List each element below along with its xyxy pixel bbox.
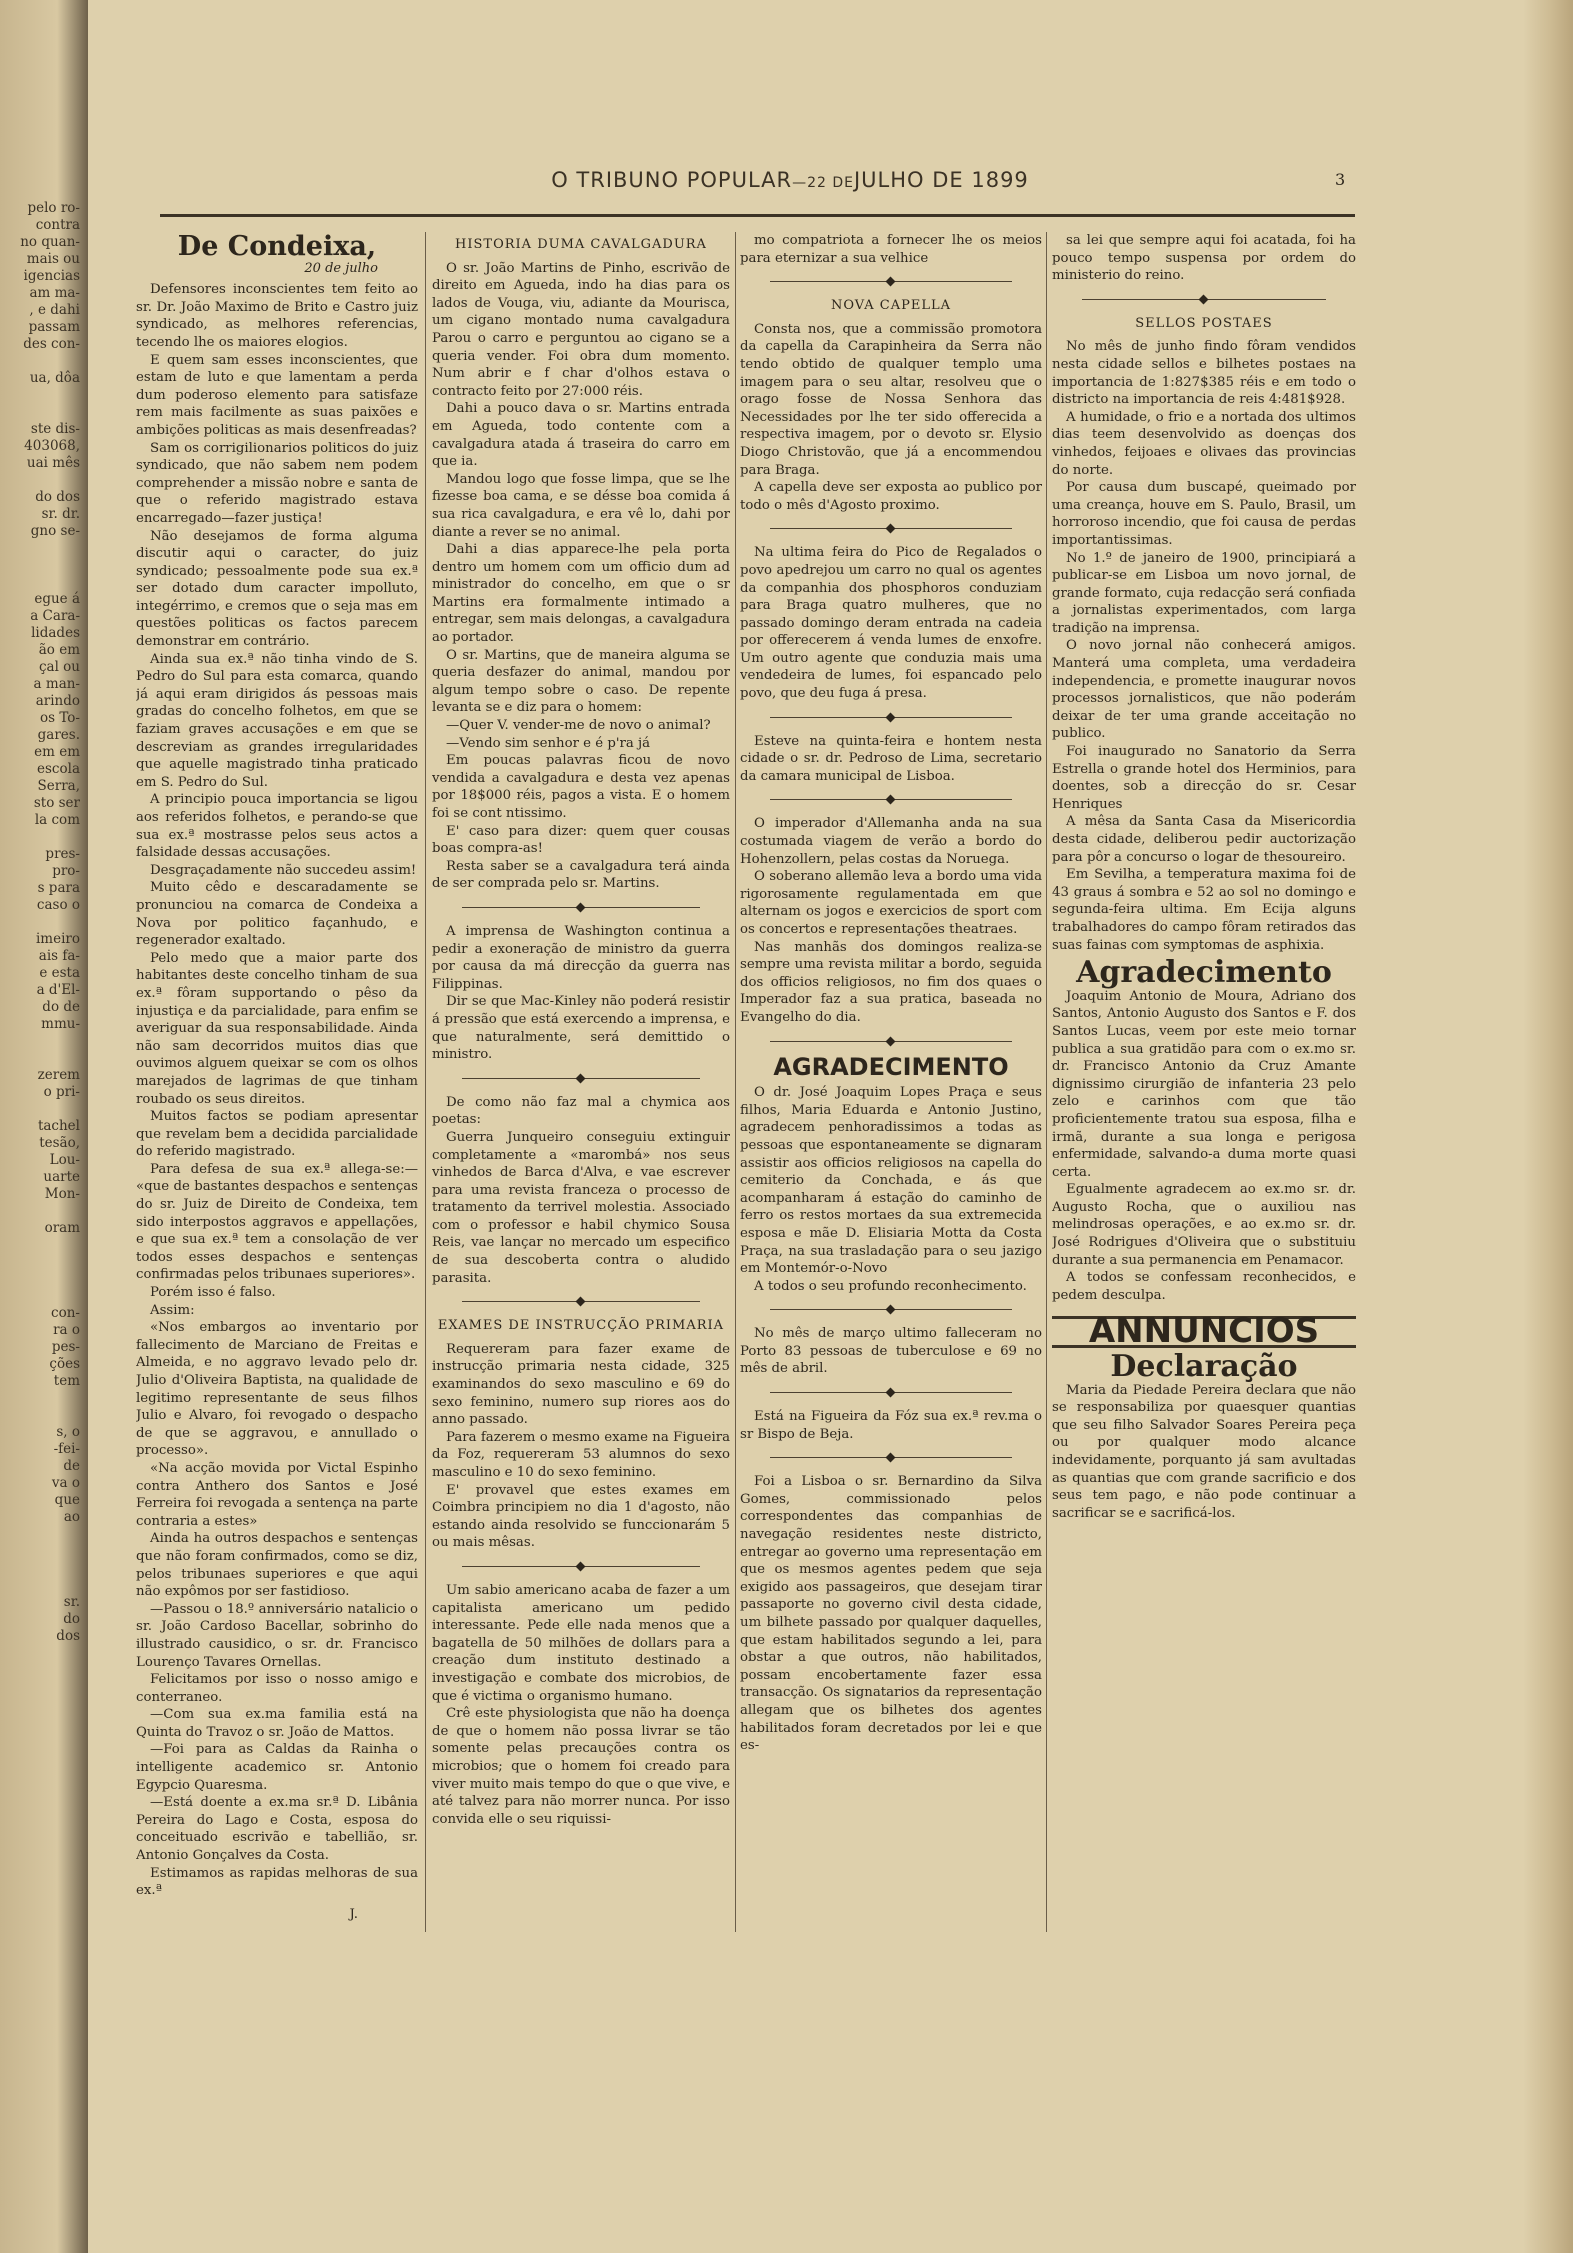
paragraph: Porém isso é falso. bbox=[150, 1285, 276, 1301]
strip-line bbox=[0, 404, 86, 421]
article-body bbox=[740, 1473, 1042, 1755]
paragraph: Para defesa de sua ex.ª allega-se:— «que de bastantes despachos e sentenças do sr. Juiz de Direito de Condeixa, tem sido interpostos aggravos e appellações, e que sua ex.ª tem a consolação de ver todos esses despachos e sentenças confirmadas pelos tribunaes superiores». bbox=[136, 1161, 418, 1283]
paragraph: Mandou logo que fosse limpa, que se lhe fizesse boa cama, e se désse boa comida á sua rica cavalgadura, e era vê lo, dahi por diante a rever se no animal. bbox=[432, 471, 730, 540]
strip-line: sto ser bbox=[33, 795, 80, 811]
strip-line: s para bbox=[37, 880, 80, 896]
strip-line: igencias bbox=[23, 268, 80, 284]
paragraph: mo compatriota a fornecer lhe os meios para eternizar a sua velhice bbox=[740, 233, 1042, 266]
paragraph: Esteve na quinta-feira e hontem nesta cidade o sr. dr. Pedroso de Lima, secretario da camara municipal de Lisboa. bbox=[740, 733, 1042, 784]
strip-line: ste dis- bbox=[30, 421, 80, 437]
article-signature: J. bbox=[349, 1906, 358, 1922]
strip-line: mais ou bbox=[26, 251, 80, 267]
paragraph: Felicitamos por isso o nosso amigo e conterraneo. bbox=[136, 1672, 418, 1705]
paragraph: No mês de junho findo fôram vendidos nesta cidade sellos e bilhetes postaes na importancia de 1:827$385 réis e em todo o districto na importancia de reis 4:481$928. bbox=[1052, 339, 1356, 408]
paragraph: Dahi a dias apparece-lhe pela porta dentro um homem com um officio dum ad ministrador do concelho, em que o sr Martins era formalmente intimado a entregar, sem mais delongas, a cavalgadura ao portador. bbox=[432, 542, 730, 646]
strip-line: imeiro bbox=[35, 931, 80, 947]
paragraph: Maria da Piedade Pereira declara que não se responsabiliza por quaesquer quantias que seu filho Salvador Soares Pereira peça ou por qualquer modo alcance indevidamente, porquanto já sam avultadas as quantias que com grande sacrificio e dos seus tem pago, e não pode continuar a sacrificar se e sacrificá-los. bbox=[1052, 1382, 1356, 1521]
strip-line: passam bbox=[28, 319, 80, 335]
strip-line: Serra, bbox=[37, 778, 80, 794]
strip-line: sr. bbox=[63, 1594, 80, 1610]
section-heading: ANNUNCIOS bbox=[1052, 1316, 1356, 1348]
page-edge bbox=[1523, 0, 1573, 2253]
strip-line: tachel bbox=[37, 1118, 80, 1134]
ornament-divider bbox=[770, 1035, 1012, 1049]
ornament-divider bbox=[770, 1451, 1012, 1465]
paragraph: Requereram para fazer exame de instrucção primaria nesta cidade, 325 examinandos do sexo masculino e 69 do sexo feminino, numero sup riores aos do anno passado. bbox=[432, 1341, 730, 1428]
section-heading: Declaração bbox=[1110, 1349, 1298, 1385]
paragraph: —Está doente a ex.ma sr.ª D. Libânia Pereira do Lago e Costa, esposa do conceituado escrivão e tabellião, sr. Antonio Gonçalves da Costa. bbox=[136, 1795, 418, 1864]
strip-line: Lou- bbox=[49, 1152, 80, 1168]
strip-line bbox=[0, 1407, 86, 1424]
strip-line bbox=[0, 1050, 86, 1067]
strip-line bbox=[0, 1560, 86, 1577]
article-heading: De Condeixa, bbox=[177, 232, 377, 262]
strip-line bbox=[0, 1101, 86, 1118]
masthead-date-prefix: —22 DE bbox=[792, 175, 854, 191]
paragraph: E' caso para dizer: quem quer cousas boas compra-as! bbox=[432, 823, 730, 857]
masthead-date: JULHO DE 1899 bbox=[853, 168, 1029, 192]
strip-line: dos bbox=[56, 1628, 80, 1644]
paragraph: E quem sam esses inconscientes, que estam de luto e que lamentam a perda dum poderoso elemento para satisfaze rem mais facilmente as suas paixões e ambições politicas as mais desenfreadas? bbox=[136, 352, 418, 438]
article-body bbox=[740, 544, 1042, 702]
strip-line: gno se- bbox=[30, 523, 80, 539]
paragraph: Na ultima feira do Pico de Regalados o povo apedrejou um carro no qual os agentes da companhia dos phosphoros conduziam para Braga quatro mulheres, que no passado domingo deram entrada na cadeia por offerecerem á venda lumes de enxofre. Um outro agente que conduzia mais uma vendedeira de lumes, foi espancado pelo povo, que deu fuga á presa. bbox=[740, 545, 1042, 702]
strip-line: os To- bbox=[40, 710, 80, 726]
article-body bbox=[1052, 1382, 1356, 1523]
paragraph: Resta saber se a cavalgadura terá ainda de ser comprada pelo sr. Martins. bbox=[432, 858, 730, 892]
article-body bbox=[1052, 232, 1356, 285]
paragraph: Dahi a pouco dava o sr. Martins entrada em Agueda, todo contente com a cavalgadura atada á traseira do carro em que ia. bbox=[432, 401, 730, 470]
paragraph: Por causa dum buscapé, queimado por uma creança, houve em S. Paulo, Brasil, um horroroso incendio, que foi causa de perdas importantissimas. bbox=[1052, 480, 1356, 548]
paragraph: A imprensa de Washington continua a pedir a exoneração de ministro da guerra por causa da má direcção da guerra nas Filippinas. bbox=[432, 923, 730, 992]
paragraph: O soberano allemão leva a bordo uma vida rigorosamente regulamentada em que alternam os jogos e exercicios de sport com os concertos e representações theatraes. bbox=[740, 869, 1042, 937]
column-4 bbox=[1052, 232, 1356, 1962]
paragraph: A mêsa da Santa Casa da Misericordia desta cidade, deliberou pedir auctorização para pôr a concurso o logar de thesoureiro. bbox=[1052, 814, 1356, 865]
paragraph: Assim: bbox=[150, 1302, 195, 1318]
paragraph: —Vendo sim senhor e é p'ra já bbox=[446, 735, 651, 751]
article-body bbox=[740, 232, 1042, 267]
paragraph: O sr. Martins, que de maneira alguma se queria desfazer do animal, mandou por algum tempo sobre o caso. De repente levanta se e diz para o homem: bbox=[432, 647, 730, 716]
article-body bbox=[740, 321, 1042, 515]
strip-line bbox=[0, 540, 86, 557]
paragraph: O sr. João Martins de Pinho, escrivão de direito em Agueda, indo ha dias para os lados de Vouga, viu, adiante da Mourisca, um cigano montado numa cavalgadura Parou o carro e perguntou ao cigano se a queria vender. Foi obra dum momento. Num abrir e f char d'olhos estava o contracto feito por 27:000 réis. bbox=[432, 260, 730, 399]
article-body bbox=[740, 1084, 1042, 1295]
paragraph: A capella deve ser exposta ao publico por todo o mês d'Agosto proximo. bbox=[740, 480, 1042, 513]
paragraph: A todos se confessam reconhecidos, e pedem desculpa. bbox=[1052, 1270, 1356, 1303]
ornament-divider bbox=[770, 275, 1012, 289]
strip-line: pres- bbox=[45, 846, 80, 862]
paragraph: Desgraçadamente não succedeu assim! bbox=[150, 862, 417, 878]
strip-line: s, o bbox=[56, 1424, 80, 1440]
paragraph: No mês de março ultimo falleceram no Porto 83 pessoas de tuberculose e 69 no mês de abril. bbox=[740, 1326, 1042, 1377]
article-body bbox=[740, 1408, 1042, 1443]
paragraph: O novo jornal não conhecerá amigos. Manterá uma completa, uma verdadeira independencia, e promette inaugurar novos processos jornalisticos, que não poderám deixar de ter uma grande acceitação no publico. bbox=[1052, 638, 1356, 742]
strip-line bbox=[0, 1203, 86, 1220]
paragraph: «Na acção movida por Victal Espinho contra Anthero dos Santos e José Ferreira foi revogada a sentença na parte contraria a estes» bbox=[136, 1460, 418, 1529]
masthead bbox=[410, 168, 1170, 192]
strip-line: escola bbox=[37, 761, 80, 777]
strip-line bbox=[0, 387, 86, 404]
strip-line: am ma- bbox=[29, 285, 80, 301]
paragraph: Nas manhãs dos domingos realiza-se sempre uma revista militar a bordo, seguida dos officios religiosos, no fim dos quaes o Imperador faz a sua pratica, baseada no Evangelho do dia. bbox=[740, 939, 1042, 1025]
strip-line: -fei- bbox=[53, 1441, 80, 1457]
paragraph: Pelo medo que a maior parte dos habitantes deste concelho tinham de sua ex.ª fôram supportando o pêso da injustiça e da parcialidade, para enfim se averiguar da sua responsabilidade. Ainda não sam decorridos muitos dias que ouvimos alguem queixar se com os olhos marejados de lagrimas de que tinham roubado os seus direitos. bbox=[136, 950, 418, 1107]
column-rule bbox=[425, 232, 426, 1932]
strip-line: lidades bbox=[31, 625, 80, 641]
strip-line: tem bbox=[53, 1373, 80, 1389]
masthead-title: O TRIBUNO POPULAR bbox=[551, 168, 793, 192]
strip-line bbox=[0, 557, 86, 574]
strip-line: sr. dr. bbox=[41, 506, 80, 522]
strip-line: ão em bbox=[38, 642, 80, 658]
page-number: 3 bbox=[1335, 170, 1346, 189]
strip-line: o pri- bbox=[43, 1084, 80, 1100]
strip-line: contra bbox=[35, 217, 80, 233]
strip-line: mmu- bbox=[41, 1016, 80, 1032]
strip-line: em em bbox=[34, 744, 80, 760]
paragraph: A principio pouca importancia se ligou aos referidos folhetos, e perando-se que sua ex.ª mostrasse pelos seus actos a falsidade dessas accusações. bbox=[136, 792, 418, 861]
section-heading: NOVA CAPELLA bbox=[830, 298, 952, 314]
section-heading: SELLOS POSTAES bbox=[1135, 315, 1273, 331]
article-body bbox=[1052, 338, 1356, 954]
paragraph: Em Sevilha, a temperatura maxima foi de 43 graus á sombra e 52 ao sol no domingo e segunda-feira ultima. Em Ecija alguns trabalhadores do campo fôram retirados das suas fainas com symptomas de asphixia. bbox=[1052, 867, 1356, 953]
strip-line: zerem bbox=[37, 1067, 80, 1083]
strip-line: a man- bbox=[33, 676, 80, 692]
strip-line bbox=[0, 1577, 86, 1594]
strip-line: de bbox=[63, 1458, 80, 1474]
section-heading: Agradecimento bbox=[1076, 955, 1332, 991]
section-heading: AGRADECIMENTO bbox=[773, 1052, 1009, 1081]
strip-line: e esta bbox=[39, 965, 80, 981]
paragraph: Muito cêdo e descaradamente se pronunciou na comarca de Condeixa a Nova por politico façanhudo, e regenerador exaltado. bbox=[136, 880, 418, 949]
ornament-divider bbox=[770, 793, 1012, 807]
strip-line: pes- bbox=[51, 1339, 80, 1355]
paragraph: Joaquim Antonio de Moura, Adriano dos Santos, Antonio Augusto dos Santos e F. dos Santos Lucas, veem por este meio tornar publica a sua gratidão para com o ex.mo sr. dr. Francisco Antonio da Cruz Amante dignissimo cirurgião de infanteria 23 pelo zelo e carinhos com que tão proficientemente tratou sua esposa, filha e irmã, durante a sua longa e perigosa enfermidade, salvando-a duma morte quasi certa. bbox=[1052, 988, 1356, 1180]
column-1 bbox=[136, 232, 418, 1962]
paragraph: Consta nos, que a commissão promotora da capella da Carapinheira da Serra não tendo obtido de qualquer templo uma imagem para o seu altar, resolveu que o orago fosse de Nossa Senhora das Necessidades por lhe ter sido offerecida a respectiva imagem, por o devoto sr. Elysio Diogo Christovão, que já a encommendou para Braga. bbox=[740, 321, 1042, 478]
strip-line bbox=[0, 829, 86, 846]
ornament-divider bbox=[770, 1386, 1012, 1400]
article-body bbox=[432, 1341, 730, 1552]
article-body bbox=[740, 733, 1042, 786]
strip-line: ua, dôa bbox=[29, 370, 80, 386]
paragraph: Em poucas palavras ficou de novo vendida a cavalgadura e desta vez apenas por 18$000 réis, pagos a vista. E o homem foi se cont ntissimo. bbox=[432, 753, 730, 821]
paragraph: sa lei que sempre aqui foi acatada, foi ha pouco tempo suspensa por ordem do ministerio do reino. bbox=[1052, 233, 1356, 284]
paragraph: Crê este physiologista que não ha doença de que o homem não possa livrar se tão somente pelas precauções contra os microbios; que o homem foi creado para viver muito mais tempo do que o que vive, e até talvez para não morrer nunca. Por isso convida elle o seu riquissi- bbox=[432, 1706, 730, 1827]
masthead-rule bbox=[160, 214, 1355, 217]
article-body bbox=[432, 1094, 730, 1288]
strip-line bbox=[0, 574, 86, 591]
paragraph: O imperador d'Allemanha anda na sua costumada viagem de verão a bordo do Hohenzollern, pelas costas da Noruega. bbox=[740, 816, 1042, 867]
paragraph: «Nos embargos ao inventario por fallecimento de Marciano de Freitas e Almeida, e no aggravo levado pelo dr. Julio d'Oliveira Baptista, na qualidade de legitimo representante de seus filhos Julio e Alvaro, foi revogado o despacho de que se aggravou, e annullado o processo». bbox=[136, 1320, 418, 1459]
ornament-divider bbox=[770, 711, 1012, 725]
strip-line: caso o bbox=[36, 897, 80, 913]
ornament-divider bbox=[462, 1295, 700, 1309]
column-rule bbox=[735, 232, 736, 1932]
strip-line: a Cara- bbox=[30, 608, 80, 624]
strip-line: pro- bbox=[52, 863, 80, 879]
strip-line: ra o bbox=[53, 1322, 80, 1338]
strip-line bbox=[0, 472, 86, 489]
ornament-divider bbox=[770, 1303, 1012, 1317]
strip-line: pelo ro- bbox=[27, 200, 80, 216]
section-heading: EXAMES DE INSTRUCÇÃO PRIMARIA bbox=[437, 1318, 725, 1334]
previous-page-strip bbox=[0, 200, 86, 2000]
strip-line: la com bbox=[34, 812, 80, 828]
strip-line bbox=[0, 1526, 86, 1543]
strip-line: , e dahi bbox=[29, 302, 80, 318]
paragraph: —Foi para as Caldas da Rainha o intelligente academico sr. Antonio Egypcio Quaresma. bbox=[136, 1742, 418, 1793]
strip-line bbox=[0, 914, 86, 931]
paragraph: —Quer V. vender-me de novo o animal? bbox=[446, 718, 711, 734]
column-rule bbox=[1046, 232, 1047, 1932]
article-body bbox=[432, 1582, 730, 1828]
strip-line: des con- bbox=[23, 336, 80, 352]
strip-line bbox=[0, 1271, 86, 1288]
strip-line: do bbox=[63, 1611, 80, 1627]
article-body bbox=[432, 923, 730, 1064]
strip-line: a d'El- bbox=[36, 982, 80, 998]
paragraph: Não desejamos de forma alguma discutir aqui o caracter, do juiz syndicado; pessoalmente pode sua ex.ª ser dotado dum caracter impolluto, integérrimo, e cremos que o seja mas em questões politicas os factos parecem demonstrar em contrário. bbox=[136, 528, 418, 650]
strip-line: egue á bbox=[34, 591, 80, 607]
article-dateline: 20 de julho bbox=[304, 260, 378, 276]
paragraph: A humidade, o frio e a nortada dos ultimos dias teem desenvolvido as doenças dos vinhedos, feijoaes e olivaes das provincias do norte. bbox=[1052, 409, 1356, 478]
strip-line: ais fa- bbox=[38, 948, 80, 964]
strip-line bbox=[0, 1390, 86, 1407]
strip-line: oram bbox=[44, 1220, 80, 1236]
ornament-divider bbox=[462, 1560, 700, 1574]
strip-line: arindo bbox=[35, 693, 80, 709]
paragraph: Guerra Junqueiro conseguiu extinguir completamente a «marombá» nos seus vinhedos de Barca d'Alva, e vae escrever para uma revista franceza o processo de tratamento da terrivel molestia. Associado com o professor e habil chymico Sousa Reis, vae lançar no mercado um especifico de sua descoberta contra o aludido parasita. bbox=[432, 1129, 730, 1286]
strip-line: no quan- bbox=[20, 234, 80, 250]
strip-line bbox=[0, 1254, 86, 1271]
ornament-divider bbox=[1082, 293, 1326, 307]
paragraph: Está na Figueira da Fóz sua ex.ª rev.ma o sr Bispo de Beja. bbox=[740, 1409, 1042, 1442]
paragraph: Para fazerem o mesmo exame na Figueira da Foz, requereram 53 alumnos do sexo masculino e 10 do sexo feminino. bbox=[432, 1429, 730, 1480]
strip-line: va o bbox=[51, 1475, 80, 1491]
strip-line: 403068, bbox=[24, 438, 80, 454]
paragraph: Ainda sua ex.ª não tinha vindo de S. Pedro do Sul para esta comarca, quando já aqui eram dirigidos ás pessoas mais gradas do concelho folhetos, em que se faziam graves accusações e em que se descreviam as grandes irregularidades que aquelle magistrado tinha praticado em S. Pedro do Sul. bbox=[136, 651, 418, 790]
paragraph: Foi a Lisboa o sr. Bernardino da Silva Gomes, commissionado pelos correspondentes das companhias de navegação residentes neste districto, entregar ao governo uma representação em que os mesmos agentes pedem que seja exigido aos passageiros, que desejam tirar passaporte no governo civil desta cidade, um bilhete passado por qualquer daquelles, que estam habilitados segundo a lei, para obstar a que outros, não habilitados, possam encobertamente fazer essa transacção. Os signatarios da representação allegam que os bilhetes dos agentes habilitados foram decretados por lei e que es- bbox=[740, 1474, 1042, 1754]
paragraph: Ainda ha outros despachos e sentenças que não foram confirmados, como se diz, pelos tribunaes superiores e que aqui não expômos por ser fastidioso. bbox=[136, 1531, 418, 1600]
strip-line: do dos bbox=[35, 489, 80, 505]
ornament-divider bbox=[462, 1072, 700, 1086]
strip-line: que bbox=[54, 1492, 80, 1508]
strip-line bbox=[0, 353, 86, 370]
strip-line bbox=[0, 1288, 86, 1305]
strip-line bbox=[0, 1543, 86, 1560]
paragraph: Defensores inconscientes tem feito ao sr. Dr. João Maximo de Brito e Castro juiz syndicado, as melhores referencias, tecendo lhe os maiores elogios. bbox=[136, 282, 418, 350]
strip-line: çal ou bbox=[38, 659, 80, 675]
article-body bbox=[740, 1325, 1042, 1378]
paragraph: Sam os corrigilionarios politicos do juiz syndicado, que não sabem nem podem comprehender a missão nobre e santa de que o referido magistrado estava encarregado—fazer justiça! bbox=[136, 440, 418, 526]
paragraph: No 1.º de janeiro de 1900, principiará a publicar-se em Lisboa um novo jornal, de grande formato, cuja redacção será confiada a jornalistas experimentados, com larga tradição na imprensa. bbox=[1052, 550, 1356, 636]
article-body bbox=[136, 281, 418, 1900]
paragraph: Egualmente agradecem ao ex.mo sr. dr. Augusto Rocha, que o auxiliou nas melindrosas operações, e ao ex.mo sr. dr. José Rodrigues d'Oliveira que o substituiu durante a sua permanencia em Penamacor. bbox=[1052, 1182, 1356, 1268]
column-2 bbox=[432, 232, 730, 1962]
column-3 bbox=[740, 232, 1042, 1962]
paragraph: Foi inaugurado no Sanatorio da Serra Estrella o grande hotel dos Herminios, para doentes, sob a direcção do sr. Cesar Henriques bbox=[1052, 744, 1356, 812]
strip-line: ao bbox=[63, 1509, 80, 1525]
strip-line: Mon- bbox=[44, 1186, 80, 1202]
strip-line: gares. bbox=[37, 727, 80, 743]
article-body bbox=[1052, 988, 1356, 1305]
paragraph: E' provavel que estes exames em Coimbra principiem no dia 1 d'agosto, não estando ainda resolvido se funccionarám 5 ou mais mêsas. bbox=[432, 1482, 730, 1551]
paragraph: Dir se que Mac-Kinley não poderá resistir á pressão que está exercendo a imprensa, e que naturalmente, será demittido o ministro. bbox=[432, 994, 730, 1063]
paragraph: —Passou o 18.º anniversário natalicio o sr. João Cardoso Bacellar, sobrinho do illustrado causidico, o sr. dr. Francisco Lourenço Tavares Ornellas. bbox=[136, 1601, 418, 1670]
article-body bbox=[740, 815, 1042, 1026]
paragraph: O dr. José Joaquim Lopes Praça e seus filhos, Maria Eduarda e Antonio Justino, agradecem penhoradissimos a todas as pessoas que espontaneamente se dignaram assistir aos officios religiosos na capella do cemiterio da Conchada, e ás que acompanharam á estação do caminho de ferro os restos mortaes da sua extremecida esposa e mãe D. Elisiaria Motta da Costa Praça, na sua trasladação para o seu jazigo em Montemór-o-Novo bbox=[740, 1085, 1042, 1277]
strip-line: con- bbox=[51, 1305, 80, 1321]
strip-line: do de bbox=[42, 999, 80, 1015]
paragraph: Um sabio americano acaba de fazer a um capitalista americano um pedido interessante. Pede elle nada menos que a bagatella de 50 milhões de dollars para a creação dum instituto destinado a investigação e combate dos microbios, de que é victima o organismo humano. bbox=[432, 1582, 730, 1704]
strip-line: uai mês bbox=[26, 455, 80, 471]
paragraph: —Com sua ex.ma familia está na Quinta do Travoz o sr. João de Mattos. bbox=[136, 1707, 418, 1740]
section-heading: HISTORIA DUMA CAVALGADURA bbox=[455, 237, 707, 252]
paragraph: A todos o seu profundo reconhecimento. bbox=[754, 1278, 1027, 1294]
ornament-divider bbox=[770, 522, 1012, 536]
paragraph: Muitos factos se podiam apresentar que revelam bem a decidida parcialidade do referido magistrado. bbox=[136, 1109, 418, 1160]
strip-line bbox=[0, 1237, 86, 1254]
strip-line bbox=[0, 1033, 86, 1050]
strip-line: ções bbox=[49, 1356, 80, 1372]
paragraph: Estimamos as rapidas melhoras de sua ex.ª bbox=[136, 1865, 418, 1899]
paragraph: De como não faz mal a chymica aos poetas: bbox=[432, 1094, 730, 1128]
article-body bbox=[432, 260, 730, 893]
strip-line: tesão, bbox=[39, 1135, 80, 1151]
ornament-divider bbox=[462, 901, 700, 915]
strip-line: uarte bbox=[43, 1169, 80, 1185]
